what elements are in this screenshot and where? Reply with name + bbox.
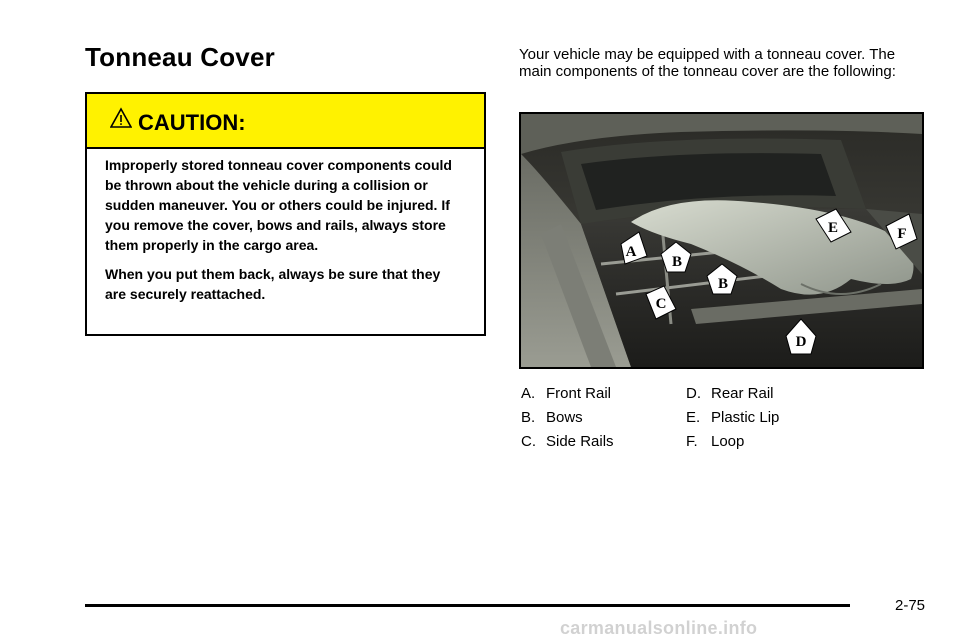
callout-letter: B bbox=[717, 276, 729, 292]
page-title: Tonneau Cover bbox=[85, 42, 275, 72]
callout-letter: B bbox=[671, 254, 683, 270]
legend-letter: C. bbox=[521, 432, 536, 450]
legend-item bbox=[686, 409, 851, 426]
legend-text: Side Rails bbox=[546, 432, 614, 450]
legend-text: Rear Rail bbox=[711, 384, 774, 402]
caution-label: CAUTION: bbox=[138, 109, 246, 135]
caution-paragraph: Improperly stored tonneau cover components could be thrown about the vehicle during a collision or sudden maneuver. You or others could be injured. If you remove the cover, bows and rails, always store them properly in the cargo area. bbox=[105, 157, 452, 253]
legend-text: Front Rail bbox=[546, 384, 612, 402]
warning-triangle-icon bbox=[110, 107, 132, 129]
legend-row bbox=[521, 405, 851, 429]
caution-box bbox=[85, 92, 486, 336]
legend-text: Bows bbox=[546, 408, 583, 426]
tonneau-cover-figure bbox=[519, 112, 924, 369]
legend-letter: B. bbox=[521, 408, 536, 426]
legend-row bbox=[521, 381, 851, 405]
footer-rule bbox=[85, 604, 850, 607]
legend-text: Plastic Lip bbox=[711, 408, 780, 426]
callout-letter: C bbox=[655, 296, 667, 312]
callout-letter: E bbox=[827, 220, 839, 236]
caution-body bbox=[87, 149, 484, 304]
component-legend bbox=[521, 381, 851, 453]
caution-paragraph: When you put them back, always be sure that they are securely reattached. bbox=[105, 266, 441, 302]
callout-letter: D bbox=[795, 334, 807, 350]
tonneau-cover-illustration bbox=[521, 114, 922, 367]
watermark: carmanualsonline.info bbox=[560, 618, 758, 638]
intro-text: Your vehicle may be equipped with a tonneau cover. The main components of the tonneau cover are the following: bbox=[519, 46, 896, 80]
callout-letter: A bbox=[625, 244, 637, 260]
legend-letter: F. bbox=[686, 432, 698, 450]
legend-item bbox=[521, 433, 686, 450]
caution-header bbox=[87, 94, 484, 149]
legend-item bbox=[686, 433, 851, 450]
legend-text: Loop bbox=[711, 432, 745, 450]
legend-item bbox=[686, 385, 851, 402]
page-number: 2-75 bbox=[895, 597, 926, 614]
legend-letter: D. bbox=[686, 384, 701, 402]
legend-letter: A. bbox=[521, 384, 536, 402]
legend-item bbox=[521, 409, 686, 426]
legend-item bbox=[521, 385, 686, 402]
legend-row bbox=[521, 429, 851, 453]
callout-letter: F bbox=[897, 226, 907, 242]
legend-letter: E. bbox=[686, 408, 701, 426]
